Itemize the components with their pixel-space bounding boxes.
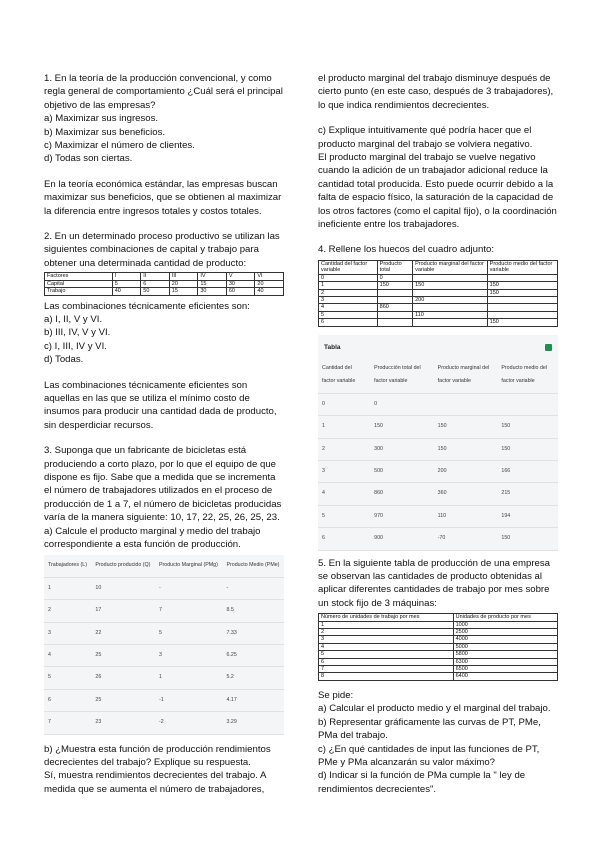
table-cell: 5: [319, 311, 378, 318]
table-cell: 1: [318, 416, 370, 438]
table-cell: V: [226, 273, 255, 280]
table-cell: Factores: [45, 273, 113, 280]
table-row: [44, 622, 284, 644]
table-cell: 40: [255, 288, 284, 295]
table-header-cell: Producto Medio (PMe): [222, 555, 284, 577]
q5-production-table: [318, 613, 558, 681]
table-cell: 10: [91, 577, 155, 599]
table-cell: 150: [413, 282, 488, 289]
table-cell: 6: [318, 528, 370, 550]
table-cell: I: [112, 273, 141, 280]
table-cell: 3: [319, 296, 378, 303]
table-cell: 22: [91, 622, 155, 644]
table-cell: 215: [497, 483, 558, 505]
table-header-cell: Producto marginal del factor variable: [434, 358, 498, 393]
q3-part-a: a) Calcule el producto marginal y medio del trabajo correspondiente a esta función de producción.: [44, 525, 261, 550]
table-cell: 5: [318, 505, 370, 527]
table-cell: [487, 311, 557, 318]
table-cell: 0: [370, 393, 434, 415]
table-cell: 150: [487, 319, 557, 326]
table-cell: 6: [44, 689, 91, 711]
table-cell: 6: [319, 319, 378, 326]
q1-question: 1. En la teoría de la producción convencional, y como regla general de comportamiento ¿Cuál será el principal objetivo de las empresas?: [44, 73, 283, 111]
table-header-cell: Producto medio del factor variable: [497, 358, 558, 393]
table-cell: 1000: [453, 621, 557, 628]
table-row: [318, 460, 558, 482]
table-cell: [487, 296, 557, 303]
table-cell: 150: [377, 282, 412, 289]
table-row: [44, 667, 284, 689]
table-cell: 26: [91, 667, 155, 689]
table-cell: 300: [370, 438, 434, 460]
table-cell: 15: [169, 288, 198, 295]
q5-pide: Se pide:: [318, 689, 354, 701]
table-row: [319, 296, 558, 303]
table-row: [44, 600, 284, 622]
left-column: [44, 72, 284, 796]
table-cell: 4: [319, 643, 454, 650]
q5-question: 5. En la siguiente tabla de producción de una empresa se observan las cantidades de producto obtenidas al aplicar diferentes cantidades de trabajo por mes sobre un stock fijo de 3 máquinas:: [318, 557, 551, 609]
q2-answer: Las combinaciones técnicamente eficientes son aquellas en las que se utiliza el mínimo costo de insumos para producir una cantidad dada de producto, sin desperdiciar recursos.: [44, 379, 277, 431]
table-cell: 110: [434, 505, 498, 527]
table-row: [319, 621, 558, 628]
table-header-cell: Producto Marginal (PMg): [155, 555, 222, 577]
table-cell: III: [169, 273, 198, 280]
table-cell: 0: [319, 274, 378, 281]
table-cell: [377, 296, 412, 303]
q4-completed-sheet: [318, 335, 558, 551]
table-cell: 0: [318, 393, 370, 415]
table-cell: 150: [487, 289, 557, 296]
table-row: [319, 658, 558, 665]
table-cell: 1: [155, 667, 222, 689]
table-cell: 40: [112, 288, 141, 295]
table-cell: 7.33: [222, 622, 284, 644]
table-cell: 166: [497, 460, 558, 482]
q2-option-d: d) Todas.: [44, 354, 84, 366]
table-cell: -: [222, 577, 284, 599]
table-cell: 17: [91, 600, 155, 622]
table-header-cell: Producto marginal del factor variable: [413, 260, 488, 274]
table-header-cell: Cantidad del factor variable: [318, 358, 370, 393]
table-cell: 4: [318, 483, 370, 505]
table-row: [45, 273, 284, 280]
table-cell: 2500: [453, 629, 557, 636]
table-cell: 5: [44, 667, 91, 689]
table-cell: [487, 274, 557, 281]
table-cell: 3: [319, 636, 454, 643]
table-cell: 1: [44, 577, 91, 599]
q3-part-b: b) ¿Muestra esta función de producción rendimientos decrecientes del trabajo? Explique su respuesta.: [44, 743, 271, 769]
table-cell: 30: [198, 288, 227, 295]
table-cell: 970: [370, 505, 434, 527]
q4-blank-table: [318, 260, 558, 327]
table-header-cell: Cantidad del factor variable: [319, 260, 378, 274]
table-cell: IV: [198, 273, 227, 280]
table-cell: 3: [155, 645, 222, 667]
table-cell: 360: [434, 483, 498, 505]
table-row: [319, 319, 558, 326]
table-row: [319, 643, 558, 650]
table-cell: 900: [370, 528, 434, 550]
table-row: [44, 645, 284, 667]
table-cell: 7: [155, 600, 222, 622]
table-row: [319, 666, 558, 673]
table-cell: 6500: [453, 666, 557, 673]
q3-question: 3. Suponga que un fabricante de bicicletas está produciendo a corto plazo, por lo que el equipo de que dispone es fijo. Sabe que a medida que se incrementa el número de trabajadores utilizados en el proceso de producción de 1 a 7, el número de bicicletas producidas varía de la manera siguiente: 10, 17, 22, 25, 26, 25, 23.: [44, 445, 282, 524]
table-cell: 3: [44, 622, 91, 644]
q5-item-d: d) Indicar si la función de PMa cumple la " ley de rendimientos decrecientes".: [318, 770, 526, 795]
table-cell: 6300: [453, 658, 557, 665]
table-cell: 23: [91, 712, 155, 734]
table-cell: [377, 319, 412, 326]
table-cell: [413, 274, 488, 281]
table-cell: [413, 319, 488, 326]
table-cell: [497, 393, 558, 415]
q2-question: 2. En un determinado proceso productivo se utilizan las siguientes combinaciones de capital y trabajo para obtener una determinada cantidad de producto:: [44, 231, 280, 269]
table-cell: 5800: [453, 651, 557, 658]
table-cell: -70: [434, 528, 498, 550]
table-cell: [377, 311, 412, 318]
q3-answer-b: Sí, muestra rendimientos decrecientes del trabajo. A medida que se aumenta el número de trabajadores,: [44, 770, 266, 795]
table-cell: 4: [44, 645, 91, 667]
table-cell: 5.2: [222, 667, 284, 689]
table-cell: 150: [497, 438, 558, 460]
table-header-cell: Producto medio del factor variable: [487, 260, 557, 274]
table-cell: 8.5: [222, 600, 284, 622]
table-header-cell: Unidades de producto por mes: [453, 614, 557, 621]
table-cell: 1: [319, 282, 378, 289]
table-row: [318, 438, 558, 460]
right-column: [318, 72, 558, 796]
table-row: [319, 304, 558, 311]
table-row: [318, 416, 558, 438]
q5-item-b: b) Representar gráficamente las curvas de PT, PMe, PMa del trabajo.: [318, 716, 541, 742]
q4-question: 4. Rellene los huecos del cuadro adjunto:: [318, 244, 495, 256]
table-cell: 0: [377, 274, 412, 281]
table-row: [44, 577, 284, 599]
table-cell: 150: [487, 282, 557, 289]
table-cell: 7: [44, 712, 91, 734]
table-cell: 150: [434, 438, 498, 460]
table-cell: 150: [370, 416, 434, 438]
table-row: [44, 689, 284, 711]
table-cell: 6.25: [222, 645, 284, 667]
table-row: [45, 280, 284, 287]
table-row: [318, 505, 558, 527]
table-cell: 2: [319, 289, 378, 296]
table-cell: 4.17: [222, 689, 284, 711]
table-row: [319, 274, 558, 281]
table-row: [319, 673, 558, 680]
q1-option-d: d) Todas son ciertas.: [44, 153, 133, 165]
table-cell: 15: [198, 280, 227, 287]
table-cell: 150: [434, 416, 498, 438]
table-header-cell: Producto total: [377, 260, 412, 274]
table-cell: 4000: [453, 636, 557, 643]
table-cell: VI: [255, 273, 284, 280]
table-cell: 1: [319, 621, 454, 628]
table-cell: 5: [155, 622, 222, 644]
table-cell: 5000: [453, 643, 557, 650]
table-header-cell: Producción total del factor variable: [370, 358, 434, 393]
q3-production-table: [44, 555, 284, 734]
table-cell: 60: [226, 288, 255, 295]
q2-option-a: a) I, II, V y VI.: [44, 313, 103, 325]
table-cell: 2: [319, 629, 454, 636]
table-cell: [487, 304, 557, 311]
table-cell: 150: [497, 416, 558, 438]
table-cell: 25: [91, 645, 155, 667]
table-row: [319, 289, 558, 296]
q3-answer-c: El producto marginal del trabajo se vuelve negativo cuando la adición de un trabajador adicional reduce la cantidad total producida. Esto puede ocurrir debido a la falta de espacio físico, la saturación de la capacidad de los otros factores (como el capital fijo), o la coordinación ineficiente entre los trabajadores.: [318, 152, 557, 231]
table-cell: 5: [112, 280, 141, 287]
q2-combinations-table: [44, 272, 284, 295]
table-row: [319, 311, 558, 318]
table-row: [319, 629, 558, 636]
table-row: [45, 288, 284, 295]
table-row: [318, 528, 558, 550]
table-cell: 860: [370, 483, 434, 505]
table-cell: -1: [155, 689, 222, 711]
table-cell: 30: [226, 280, 255, 287]
q5-item-a: a) Calcular el producto medio y el marginal del trabajo.: [318, 703, 551, 715]
table-cell: 200: [434, 460, 498, 482]
table-cell: 6: [319, 658, 454, 665]
q1-option-b: b) Maximizar sus beneficios.: [44, 126, 166, 138]
table-cell: Capital: [45, 280, 113, 287]
table-cell: 150: [497, 528, 558, 550]
table-row: [319, 282, 558, 289]
q3-part-c: c) Explique intuitivamente qué podría hacer que el producto marginal del trabajo se volviera negativo.: [318, 125, 533, 150]
q3-continuation: el producto marginal del trabajo disminuye después de cierto punto (en este caso, después de 3 trabajadores), lo que indica rendimientos decrecientes.: [318, 73, 554, 111]
table-cell: [377, 289, 412, 296]
table-header-cell: Número de unidades de trabajo por mes: [319, 614, 454, 621]
table-cell: 200: [413, 296, 488, 303]
table-cell: II: [141, 273, 170, 280]
table-row: [319, 636, 558, 643]
table-cell: -2: [155, 712, 222, 734]
table-cell: 194: [497, 505, 558, 527]
table-cell: 6: [141, 280, 170, 287]
table-cell: 6400: [453, 673, 557, 680]
sheet-title: Tabla: [324, 343, 341, 351]
table-cell: [434, 393, 498, 415]
table-cell: 4: [319, 304, 378, 311]
q5-item-c: c) ¿En qué cantidades de input las funciones de PT, PMe y PMa alcanzarán su valor máximo?: [318, 743, 540, 768]
q1-answer: En la teoría económica estándar, las empresas buscan maximizar sus beneficios, que se obtienen al maximizar la diferencia entre ingresos totales y costos totales.: [44, 178, 282, 217]
table-cell: [413, 289, 488, 296]
table-cell: 25: [91, 689, 155, 711]
table-header-cell: Trabajadores (L): [44, 555, 91, 577]
q1-option-a: a) Maximizar sus ingresos.: [44, 113, 159, 125]
table-cell: 2: [44, 600, 91, 622]
table-cell: Trabajo: [45, 288, 113, 295]
table-row: [319, 651, 558, 658]
q1-option-c: c) Maximizar el número de clientes.: [44, 140, 195, 152]
table-cell: 50: [141, 288, 170, 295]
table-cell: 7: [319, 666, 454, 673]
table-cell: 860: [377, 304, 412, 311]
q2-option-b: b) III, IV, V y VI.: [44, 327, 111, 339]
table-cell: 5: [319, 651, 454, 658]
table-cell: 500: [370, 460, 434, 482]
table-row: [318, 393, 558, 415]
q2-option-c: c) I, III, IV y VI.: [44, 340, 107, 352]
table-cell: 8: [319, 673, 454, 680]
table-cell: 20: [255, 280, 284, 287]
table-cell: 20: [169, 280, 198, 287]
q2-question2: Las combinaciones técnicamente eficientes son:: [44, 300, 250, 312]
table-cell: 110: [413, 311, 488, 318]
table-cell: 2: [318, 438, 370, 460]
table-cell: 3.29: [222, 712, 284, 734]
table-header-cell: Producto producido (Q): [91, 555, 155, 577]
table-cell: 3: [318, 460, 370, 482]
table-row: [44, 712, 284, 734]
table-cell: [413, 304, 488, 311]
table-row: [318, 483, 558, 505]
spreadsheet-icon: [545, 344, 552, 351]
table-cell: -: [155, 577, 222, 599]
